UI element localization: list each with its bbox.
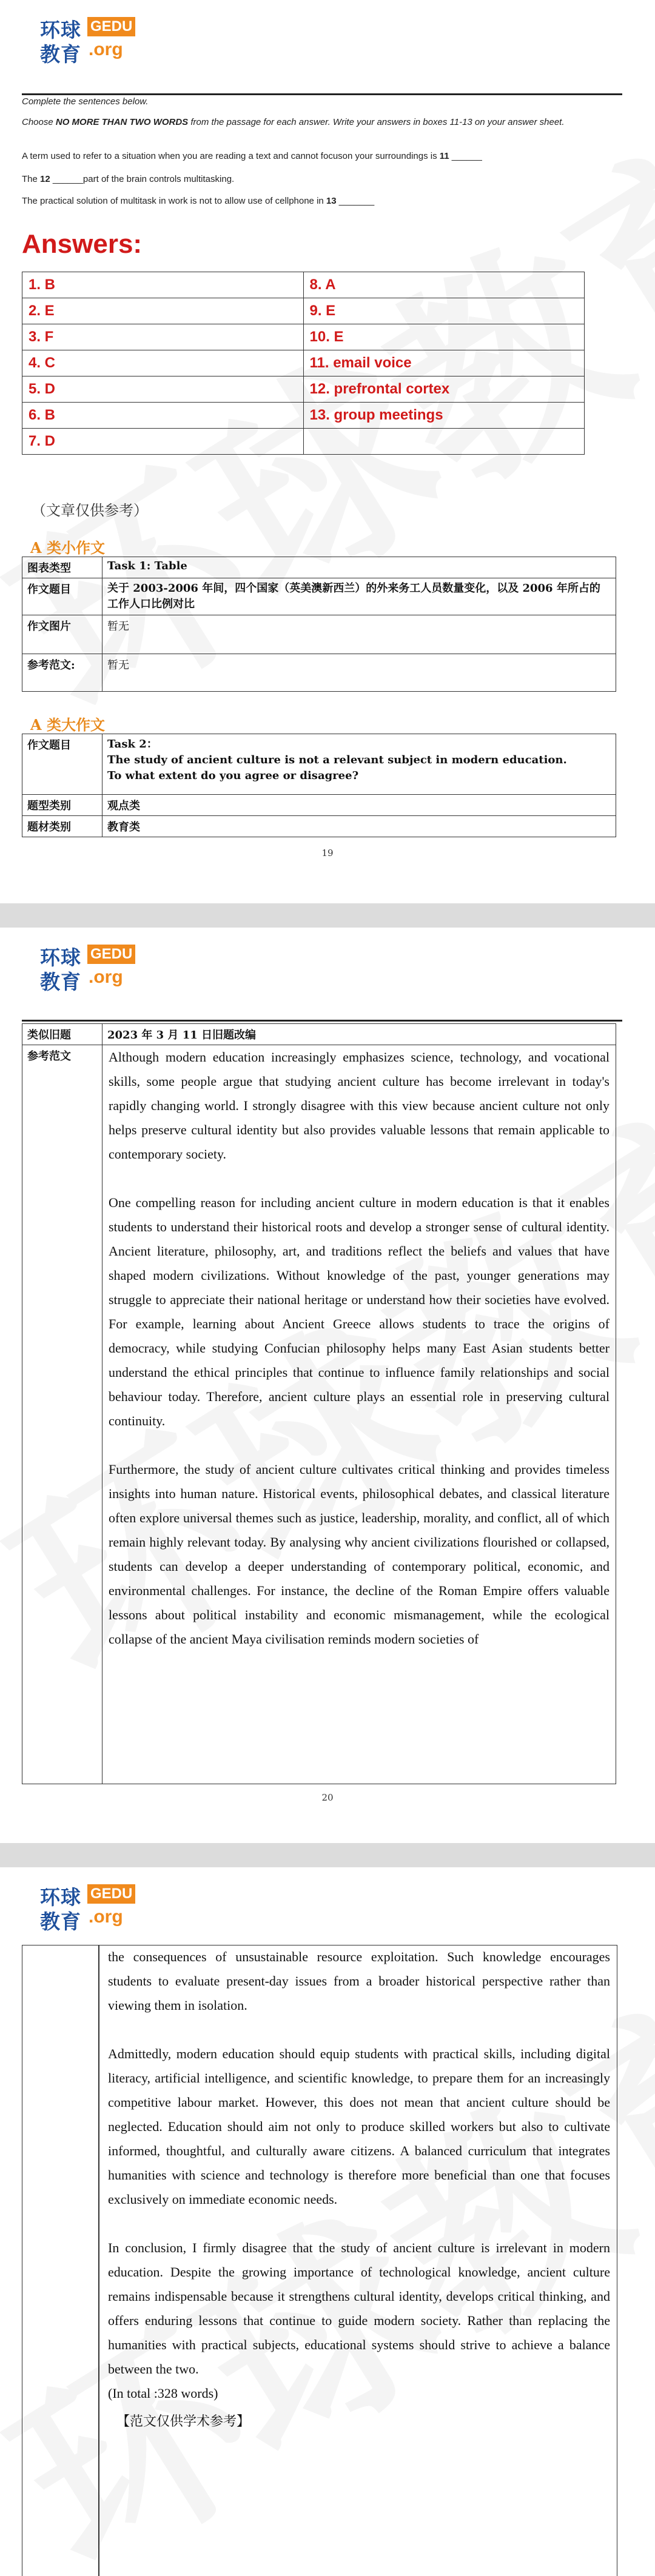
logo-cn-bottom: 教育 — [40, 970, 81, 994]
big-essay-title: A 类大作文 — [30, 716, 105, 734]
small-essay-table — [22, 557, 616, 692]
logo-org: .org — [89, 39, 123, 59]
label-question-type: 题型类别 — [22, 795, 102, 816]
answer-cell: 5. D — [22, 376, 304, 403]
gedu-logo — [40, 1881, 143, 1932]
answer-cell: 7. D — [22, 429, 304, 455]
page-19 — [0, 0, 655, 903]
label-subject: 题材类别 — [22, 816, 102, 837]
label-sample: 参考范文: — [22, 654, 102, 692]
answer-cell: 3. F — [22, 324, 304, 350]
essay-continuation — [108, 1945, 610, 2434]
question-13: The practical solution of multitask in work is not to allow use of cellphone in 13 _______ — [22, 196, 375, 206]
answers-heading: Answers: — [22, 229, 143, 259]
answers-table — [22, 272, 585, 455]
logo-gedu: GEDU — [87, 1884, 135, 1904]
value-similar: 2023 年 3 月 11 日旧题改编 — [102, 1024, 616, 1045]
label-topic: 作文题目 — [22, 578, 102, 615]
page-number: 20 — [321, 1792, 334, 1803]
label-image: 作文图片 — [22, 615, 102, 654]
label-chart-type: 图表类型 — [22, 557, 102, 578]
answer-cell: 9. E — [303, 298, 585, 324]
answer-cell: 11. email voice — [303, 350, 585, 376]
answer-cell: 4. C — [22, 350, 304, 376]
value-essay-topic: Task 2： The study of ancient culture is not a relevant subject in modern education. To what extent do you agree or disagree? — [102, 734, 616, 795]
answer-cell: 13. group meetings — [303, 403, 585, 429]
page-21 — [0, 1867, 655, 2576]
answer-row — [22, 298, 585, 324]
essay-table — [22, 1023, 616, 1784]
instruction-choose: Choose NO MORE THAN TWO WORDS from the passage for each answer. Write your answers in boxes 11-13 on your answer sheet. — [22, 117, 565, 127]
logo-cn-top: 环球 — [40, 18, 81, 42]
value-subject: 教育类 — [102, 816, 616, 837]
page-20 — [0, 928, 655, 1843]
header-rule — [22, 93, 622, 95]
instruction-complete: Complete the sentences below. — [22, 96, 149, 107]
value-topic: 关于 2003-2006 年间，四个国家（英美澳新西兰）的外来务工人员数量变化，以及 2006 年所占的工作人口比例对比 — [102, 578, 616, 615]
label-sample-essay: 参考范文 — [22, 1045, 102, 1784]
answer-cell: 2. E — [22, 298, 304, 324]
small-essay-title: A 类小作文 — [30, 539, 105, 557]
page-number: 19 — [321, 848, 334, 858]
big-essay-table — [22, 734, 616, 837]
gedu-logo — [40, 13, 143, 64]
label-similar: 类似旧题 — [22, 1024, 102, 1045]
answer-cell: 12. prefrontal cortex — [303, 376, 585, 403]
logo-gedu: GEDU — [87, 945, 135, 964]
logo-gedu: GEDU — [87, 17, 135, 36]
essay-paragraph-1: Although modern education increasingly emphasizes science, technology, and vocational skills, some people argue that studying ancient culture has become irrelevant in today's rapidly changing world. I strongly disagree with this view because ancient culture not only helps preserve cultural identity but also provides valuable lessons that remain applicable to contemporary society. — [109, 1049, 610, 1162]
essay-paragraph-2: One compelling reason for including ancient culture in modern education is that it enables students to understand their historical roots and develop a stronger sense of cultural identity. Ancient literature, philosophy, art, and traditions reflect the beliefs and values that have shaped modern civilizations. Without knowledge of the past, younger generations may struggle to appreciate their national heritage or understand how their societies have evolved. For example, learning about Ancient Greece allows students to trace the origins of democracy, while studying Confucian philosophy helps many East Asian students better understand the ethical principles that continue to influence family relationships and social behaviour today. Therefore, ancient culture plays an essential role in preserving cultural continuity. — [109, 1195, 610, 1428]
reference-note: （文章仅供参考） — [32, 502, 148, 519]
answer-cell: 10. E — [303, 324, 585, 350]
essay-body — [102, 1045, 616, 1784]
value-sample: 暂无 — [102, 654, 616, 692]
essay-paragraph-5: In conclusion, I firmly disagree that the study of ancient culture is irrelevant in modern education. Despite the growing importance of technological knowledge, ancient culture remains indispensable because it strengthens cultural identity, develops critical thinking, and offers enduring lessons that continue to guide modern society. Rather than replacing the humanities with practical subjects, educational systems should strive to achieve a balance between the two. — [108, 2240, 610, 2377]
essay-paragraph-3: Furthermore, the study of ancient culture cultivates critical thinking and provides timeless insights into human nature. Historical events, philosophical debates, and classical literature often explore universal themes such as justice, leadership, morality, and conflict, all of which remain highly relevant today. By analysing why ancient civilizations flourished or collapsed, students can develop a deeper understanding of contemporary political, economic, and environmental challenges. For instance, the decline of the Roman Empire offers valuable lessons about political instability and economic mismanagement, while the ecological collapse of the ancient Maya civilisation reminds modern societies of — [109, 1462, 610, 1647]
word-count: (In total :328 words) — [108, 2386, 218, 2401]
answer-cell — [303, 429, 585, 455]
essay-paragraph-4: Admittedly, modern education should equip students with practical skills, including digital literacy, artificial intelligence, and scientific knowledge, to prepare them for an increasingly competitive labour market. However, this does not mean that ancient culture should be neglected. Education should aim not only to produce skilled workers but also to cultivate informed, thoughtful, and culturally aware citizens. A balanced curriculum that integrates humanities with science and technology is therefore more beneficial than one that focuses exclusively on immediate economic needs. — [108, 2046, 610, 2207]
answer-cell: 8. A — [303, 272, 585, 298]
logo-cn-top: 环球 — [40, 946, 81, 969]
answer-row — [22, 376, 585, 403]
gedu-logo — [40, 941, 143, 992]
logo-cn-bottom: 教育 — [40, 42, 81, 66]
logo-cn-top: 环球 — [40, 1885, 81, 1909]
answer-row — [22, 324, 585, 350]
essay-label-column — [22, 1945, 99, 2576]
answer-row — [22, 350, 585, 376]
answer-row — [22, 429, 585, 455]
question-12: The 12 ______part of the brain controls multitasking. — [22, 174, 235, 184]
answer-row — [22, 272, 585, 298]
essay-paragraph-3-cont: the consequences of unsustainable resource exploitation. Such knowledge encourages students to evaluate present-day issues from a broader historical perspective rather than viewing them in isolation. — [108, 1949, 610, 2013]
logo-org: .org — [89, 967, 123, 987]
value-chart-type: Task 1: Table — [102, 557, 616, 578]
logo-cn-bottom: 教育 — [40, 1910, 81, 1933]
value-question-type: 观点类 — [102, 795, 616, 816]
essay-footer-note: 【范文仅供学术参考】 — [116, 2414, 250, 2429]
answer-row — [22, 403, 585, 429]
answer-cell: 1. B — [22, 272, 304, 298]
value-image: 暂无 — [102, 615, 616, 654]
header-rule — [22, 1020, 622, 1022]
label-essay-topic: 作文题目 — [22, 734, 102, 795]
answer-cell: 6. B — [22, 403, 304, 429]
logo-org: .org — [89, 1907, 123, 1927]
question-11: A term used to refer to a situation when you are reading a text and cannot focuson your surroundings is 11 ______ — [22, 151, 482, 161]
